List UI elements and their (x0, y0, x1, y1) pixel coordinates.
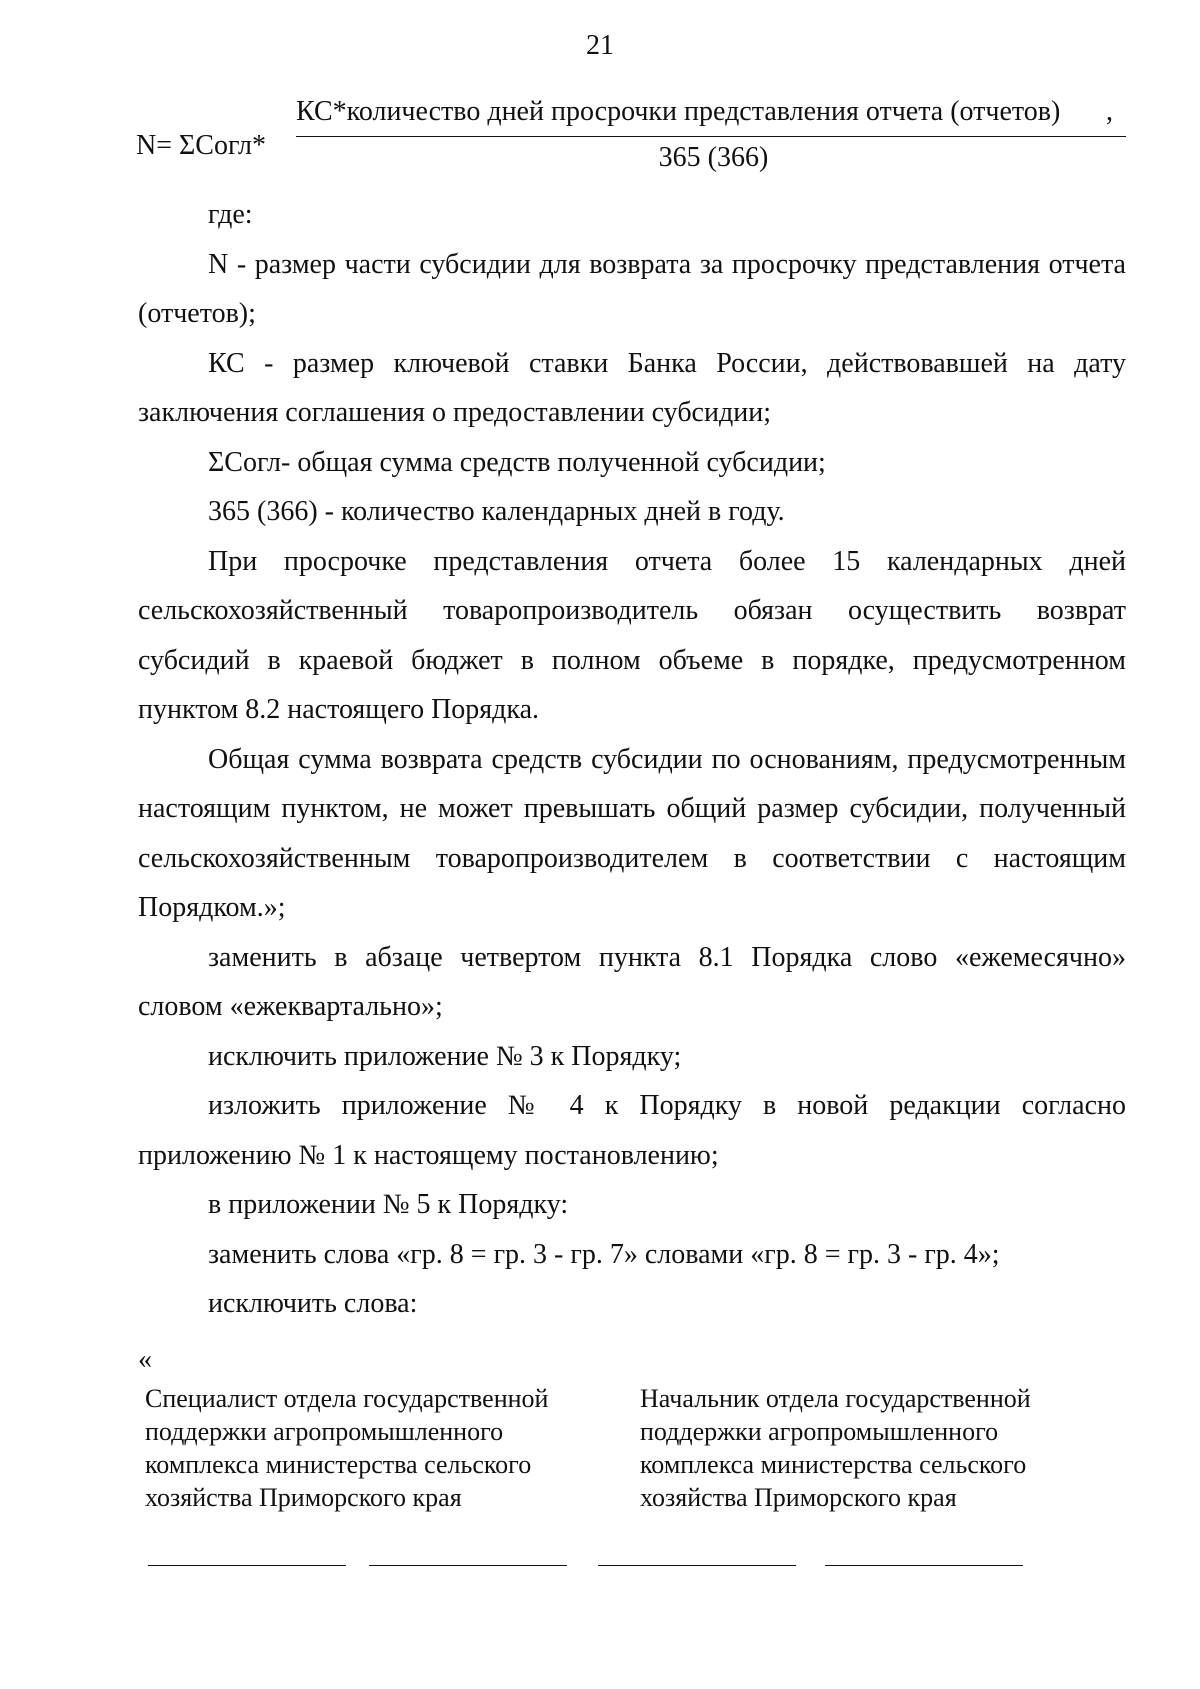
formula-numerator: КС*количество дней просрочки представления отчета (отчетов) (296, 96, 1061, 127)
paragraph-total-return: Общая сумма возврата средств субсидии по основаниям, предусмотренным настоящим пунктом, не может превышать общий размер субсидии, полученный сельскохозяйственным товаропроизводителем в соответствии с настоящим Порядком.»; (138, 743, 1126, 923)
signature-line-right-name (825, 1565, 1023, 1566)
return-formula (136, 96, 1126, 176)
formula-lhs: N= ΣСогл* (136, 130, 267, 161)
opening-quote: « (138, 1343, 152, 1375)
body-text (138, 190, 1126, 1384)
paragraph-new-appendix-4: изложить приложение № 4 к Порядку в новой редакции согласно приложению № 1 к настоящему постановлению; (138, 1090, 1126, 1171)
signature-line-left-sign (148, 1565, 346, 1566)
paragraph-n-definition: N - размер части субсидии для возврата за просрочку представления отчета (отчетов); (138, 248, 1126, 329)
formula-comma: , (1106, 96, 1113, 127)
paragraph-exclude-appendix-3: исключить приложение № 3 к Порядку; (208, 1040, 682, 1072)
signature-line-right-sign (598, 1565, 796, 1566)
signature-left-title: Специалист отдела государственной поддержки агропромышленного комплекса министерства сельского хозяйства Приморского края (145, 1384, 549, 1512)
paragraph-replace-words: заменить слова «гр. 8 = гр. 3 - гр. 7» словами «гр. 8 = гр. 3 - гр. 4»; (208, 1238, 1000, 1270)
paragraph-where: где: (208, 199, 253, 230)
paragraph-ks-definition: КС - размер ключевой ставки Банка России, действовавшей на дату заключения соглашения о предоставлении субсидии; (138, 347, 1126, 428)
paragraph-sogl-definition: ΣСогл- общая сумма средств полученной субсидии; (208, 446, 826, 478)
signature-right-title: Начальник отдела государственной поддержки агропромышленного комплекса министерства сельского хозяйства Приморского края (640, 1384, 1031, 1512)
formula-denominator: 365 (366) (658, 142, 769, 173)
paragraph-delay-rule: При просрочке представления отчета более 15 календарных дней сельскохозяйственный товаропроизводитель обязан осуществить возврат субсидий в краевой бюджет в полном объеме в порядке, предусмотренном пунктом 8.2 настоящего Порядка. (138, 545, 1126, 725)
page-number: 21 (586, 30, 614, 61)
paragraph-days-definition: 365 (366) - количество календарных дней в году. (208, 496, 785, 527)
signature-line-left-name (369, 1565, 567, 1566)
paragraph-exclude-words: исключить слова: (208, 1288, 418, 1319)
paragraph-in-appendix-5: в приложении № 5 к Порядку: (208, 1189, 569, 1220)
fraction-bar (296, 136, 1126, 137)
paragraph-replace-word: заменить в абзаце четвертом пункта 8.1 Порядка слово «ежемесячно» словом «ежеквартально»; (138, 941, 1126, 1022)
